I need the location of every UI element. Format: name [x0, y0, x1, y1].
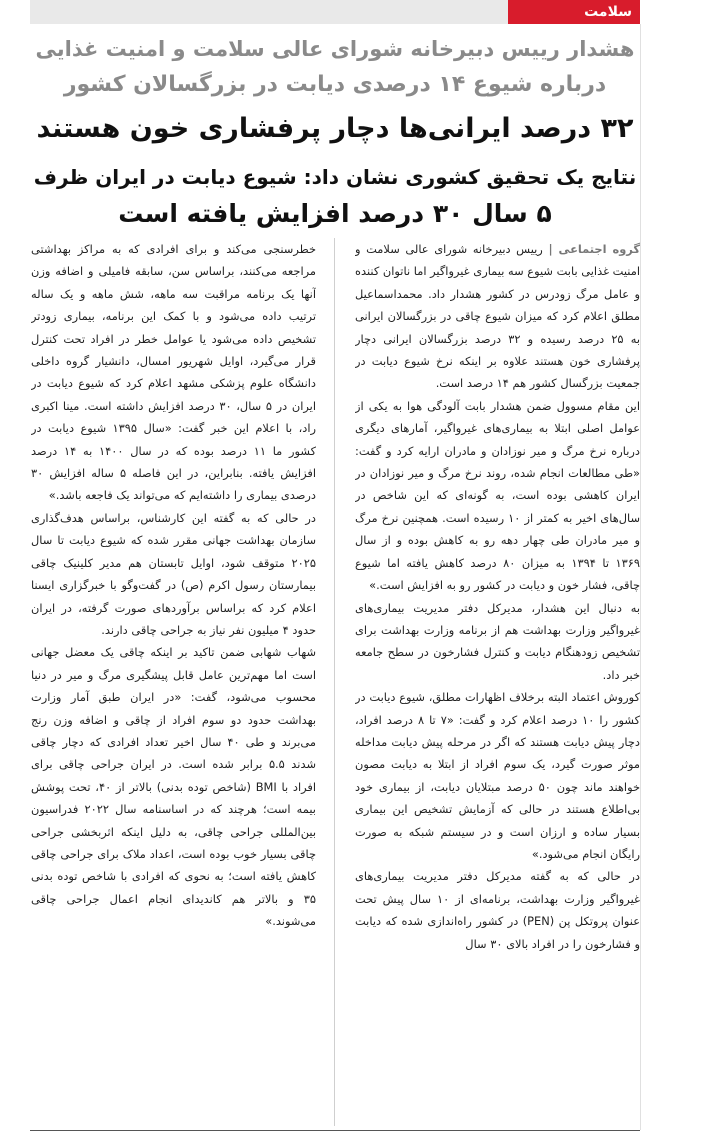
section-label: سلامت	[508, 0, 640, 24]
supertitle-line-2: درباره شیوع ۱۴ درصدی دیابت در بزرگسالان کشور	[63, 72, 607, 97]
paragraph: در حالی که به گفته مدیرکل دفتر مدیریت بیماری‌های غیرواگیر وزارت بهداشت، برنامه‌ای از ۱۰ سال پیش تحت عنوان پروتکل پن (PEN) در کشور راه‌اندازی شده که دیابت و فشارخون را در افراد بالای ۳۰ سال	[355, 869, 640, 951]
bottom-rule	[30, 1130, 640, 1131]
article-column-right	[355, 238, 640, 1126]
paragraph: خطرسنجی می‌کند و برای افرادی که به مراکز بهداشتی مراجعه می‌کنند، براساس سن، سابقه فامیلی و اضافه وزن آنها یک برنامه مراقبت سه ماهه، شش ماهه و یک ساله ترتیب داده می‌شود و با کمک این برنامه، بیماری زودتر تشخیص داده می‌شود یا عوامل خطر در افراد تحت کنترل قرار می‌گیرد، اوایل شهریور امسال، دانشیار گروه داخلی دانشگاه علوم پزشکی مشهد اعلام کرد که شیوع دیابت در ایران در ۵ سال، ۳۰ درصد افزایش داشته است. مینا اکبری راد، با اعلام این خبر گفت: «سال ۱۳۹۵ شیوع دیابت در کشور ما ۱۱ درصد بوده که در سال ۱۴۰۰ به ۱۴ درصد افزایش یافته. بنابراین، در این فاصله ۵ ساله افزایش ۳۰ درصدی بیماری را داشته‌ایم که می‌تواند یک فاجعه باشد.»	[31, 242, 316, 503]
paragraph: این مقام مسوول ضمن هشدار بابت آلودگی هوا به یکی از عوامل اصلی ابتلا به بیماری‌های غیرواگیر، آمارهای دیگری درباره نرخ مرگ و میر نوزادان و مادران ارایه کرد و گفت: «طی مطالعات انجام شده، روند نرخ مرگ و میر نوزادان در ایران کاهشی بوده است، به گونه‌ای که این شاخص در سال‌های اخیر به کمتر از ۱۰ رسیده است. همچنین نرخ مرگ و میر مادران طی چهار دهه رو به کاهش بوده و از سال ۱۳۶۹ تا ۱۳۹۴ به میزان ۸۰ درصد کاهش یافته اما شیوع چاقی، فشار خون و دیابت در کشور رو به افزایش است.»	[355, 398, 640, 593]
supertitle-line-1: هشدار رییس دبیرخانه شورای عالی سلامت و امنیت غذایی	[35, 37, 635, 61]
subtitle-line-2: ۵ سال ۳۰ درصد افزایش یافته است	[118, 199, 552, 228]
paragraph	[355, 238, 640, 395]
paragraph: شهاب شهابی ضمن تاکید بر اینکه چاقی یک معضل جهانی است اما مهم‌ترین عامل قابل پیشگیری مرگ و میر در دنیا محسوب می‌شود، گفت: «در ایران طبق آمار وزارت بهداشت حدود دو سوم افراد از چاقی و اضافه وزن رنج می‌برند و طی ۴۰ سال اخیر تعداد افرادی که دچار چاقی شدند ۵.۵ برابر شده است. در ایران جراحی چاقی برای افراد با BMI (شاخص توده بدنی) بالاتر از ۴۰، تحت پوشش بیمه است؛ هرچند که در اساسنامه سال ۲۰۲۲ فدراسیون بین‌المللی جراحی چاقی، به دلیل اینکه اثربخشی جراحی چاقی بسیار خوب بوده است، اعداد ملاک برای جراحی چاقی کاهش یافته است؛ به نحوی که افرادی با شاخص توده بدنی ۳۵ و بالاتر هم کاندیدای انجام اعمال جراحی چاقی می‌شوند.»	[31, 645, 316, 929]
page-edge-rule	[640, 24, 641, 1130]
header-band	[30, 0, 508, 24]
subtitle-line-1: نتایج یک تحقیق کشوری نشان داد: شیوع دیابت در ایران ظرف	[33, 165, 637, 189]
paragraph: در حالی که به گفته این کارشناس، براساس هدف‌گذاری سازمان بهداشت جهانی مقرر شده که شیوع دیابت تا سال ۲۰۲۵ متوقف شود، اوایل تابستان هم مدیر کلینیک چاقی بیمارستان رسول اکرم (ص) در گفت‌وگو با خبرگزاری ایسنا اعلام کرد که براساس برآوردهای صورت گرفته، در ایران حدود ۴ میلیون نفر نیاز به جراحی چاقی دارند.	[31, 510, 316, 637]
column-divider	[334, 238, 335, 1126]
paragraph: به دنبال این هشدار، مدیرکل دفتر مدیریت بیماری‌های غیرواگیر وزارت بهداشت هم از برنامه وزارت بهداشت برای تشخیص زودهنگام دیابت و کنترل فشارخون در سطح جامعه خبر داد.	[355, 600, 640, 682]
top-bar	[0, 0, 709, 24]
article-column-left	[31, 238, 316, 1126]
paragraph: کوروش اعتماد البته برخلاف اظهارات مطلق، شیوع دیابت در کشور را ۱۰ درصد اعلام کرد و گفت: «۷ تا ۸ درصد افراد، دچار پیش دیابت هستند که اگر در مرحله پیش دیابت مداخله موثر صورت گیرد، یک سوم افراد از ابتلا به دیابت مصون خواهند ماند چون ۵۰ درصد مبتلایان دیابت، از بیماری خود بی‌اطلاع هستند در حالی که آزمایش تشخیص این بیماری بسیار ساده و ارزان است و در سیستم شبکه به صورت رایگان انجام می‌شود.»	[355, 690, 640, 861]
byline: گروه اجتماعی |	[548, 242, 640, 256]
paragraph-text: رییس دبیرخانه شورای عالی سلامت و امنیت غذایی بابت شیوع سه بیماری غیرواگیر اما ناتوان کننده و عامل مرگ زودرس در کشور هشدار داد. محمداسماعیل مطلق اعلام کرد که میزان شیوع چاقی در بزرگسالان ایرانی به ۲۵ درصد رسیده و ۳۲ درصد بزرگسالان ایرانی دچار پرفشاری خون هستند علاوه بر اینکه نرخ شیوع دیابت در جمعیت بزرگسال کشور هم ۱۴ درصد است.	[355, 242, 640, 391]
main-title: ۳۲ درصد ایرانی‌ها دچار پرفشاری خون هستند	[36, 113, 634, 144]
